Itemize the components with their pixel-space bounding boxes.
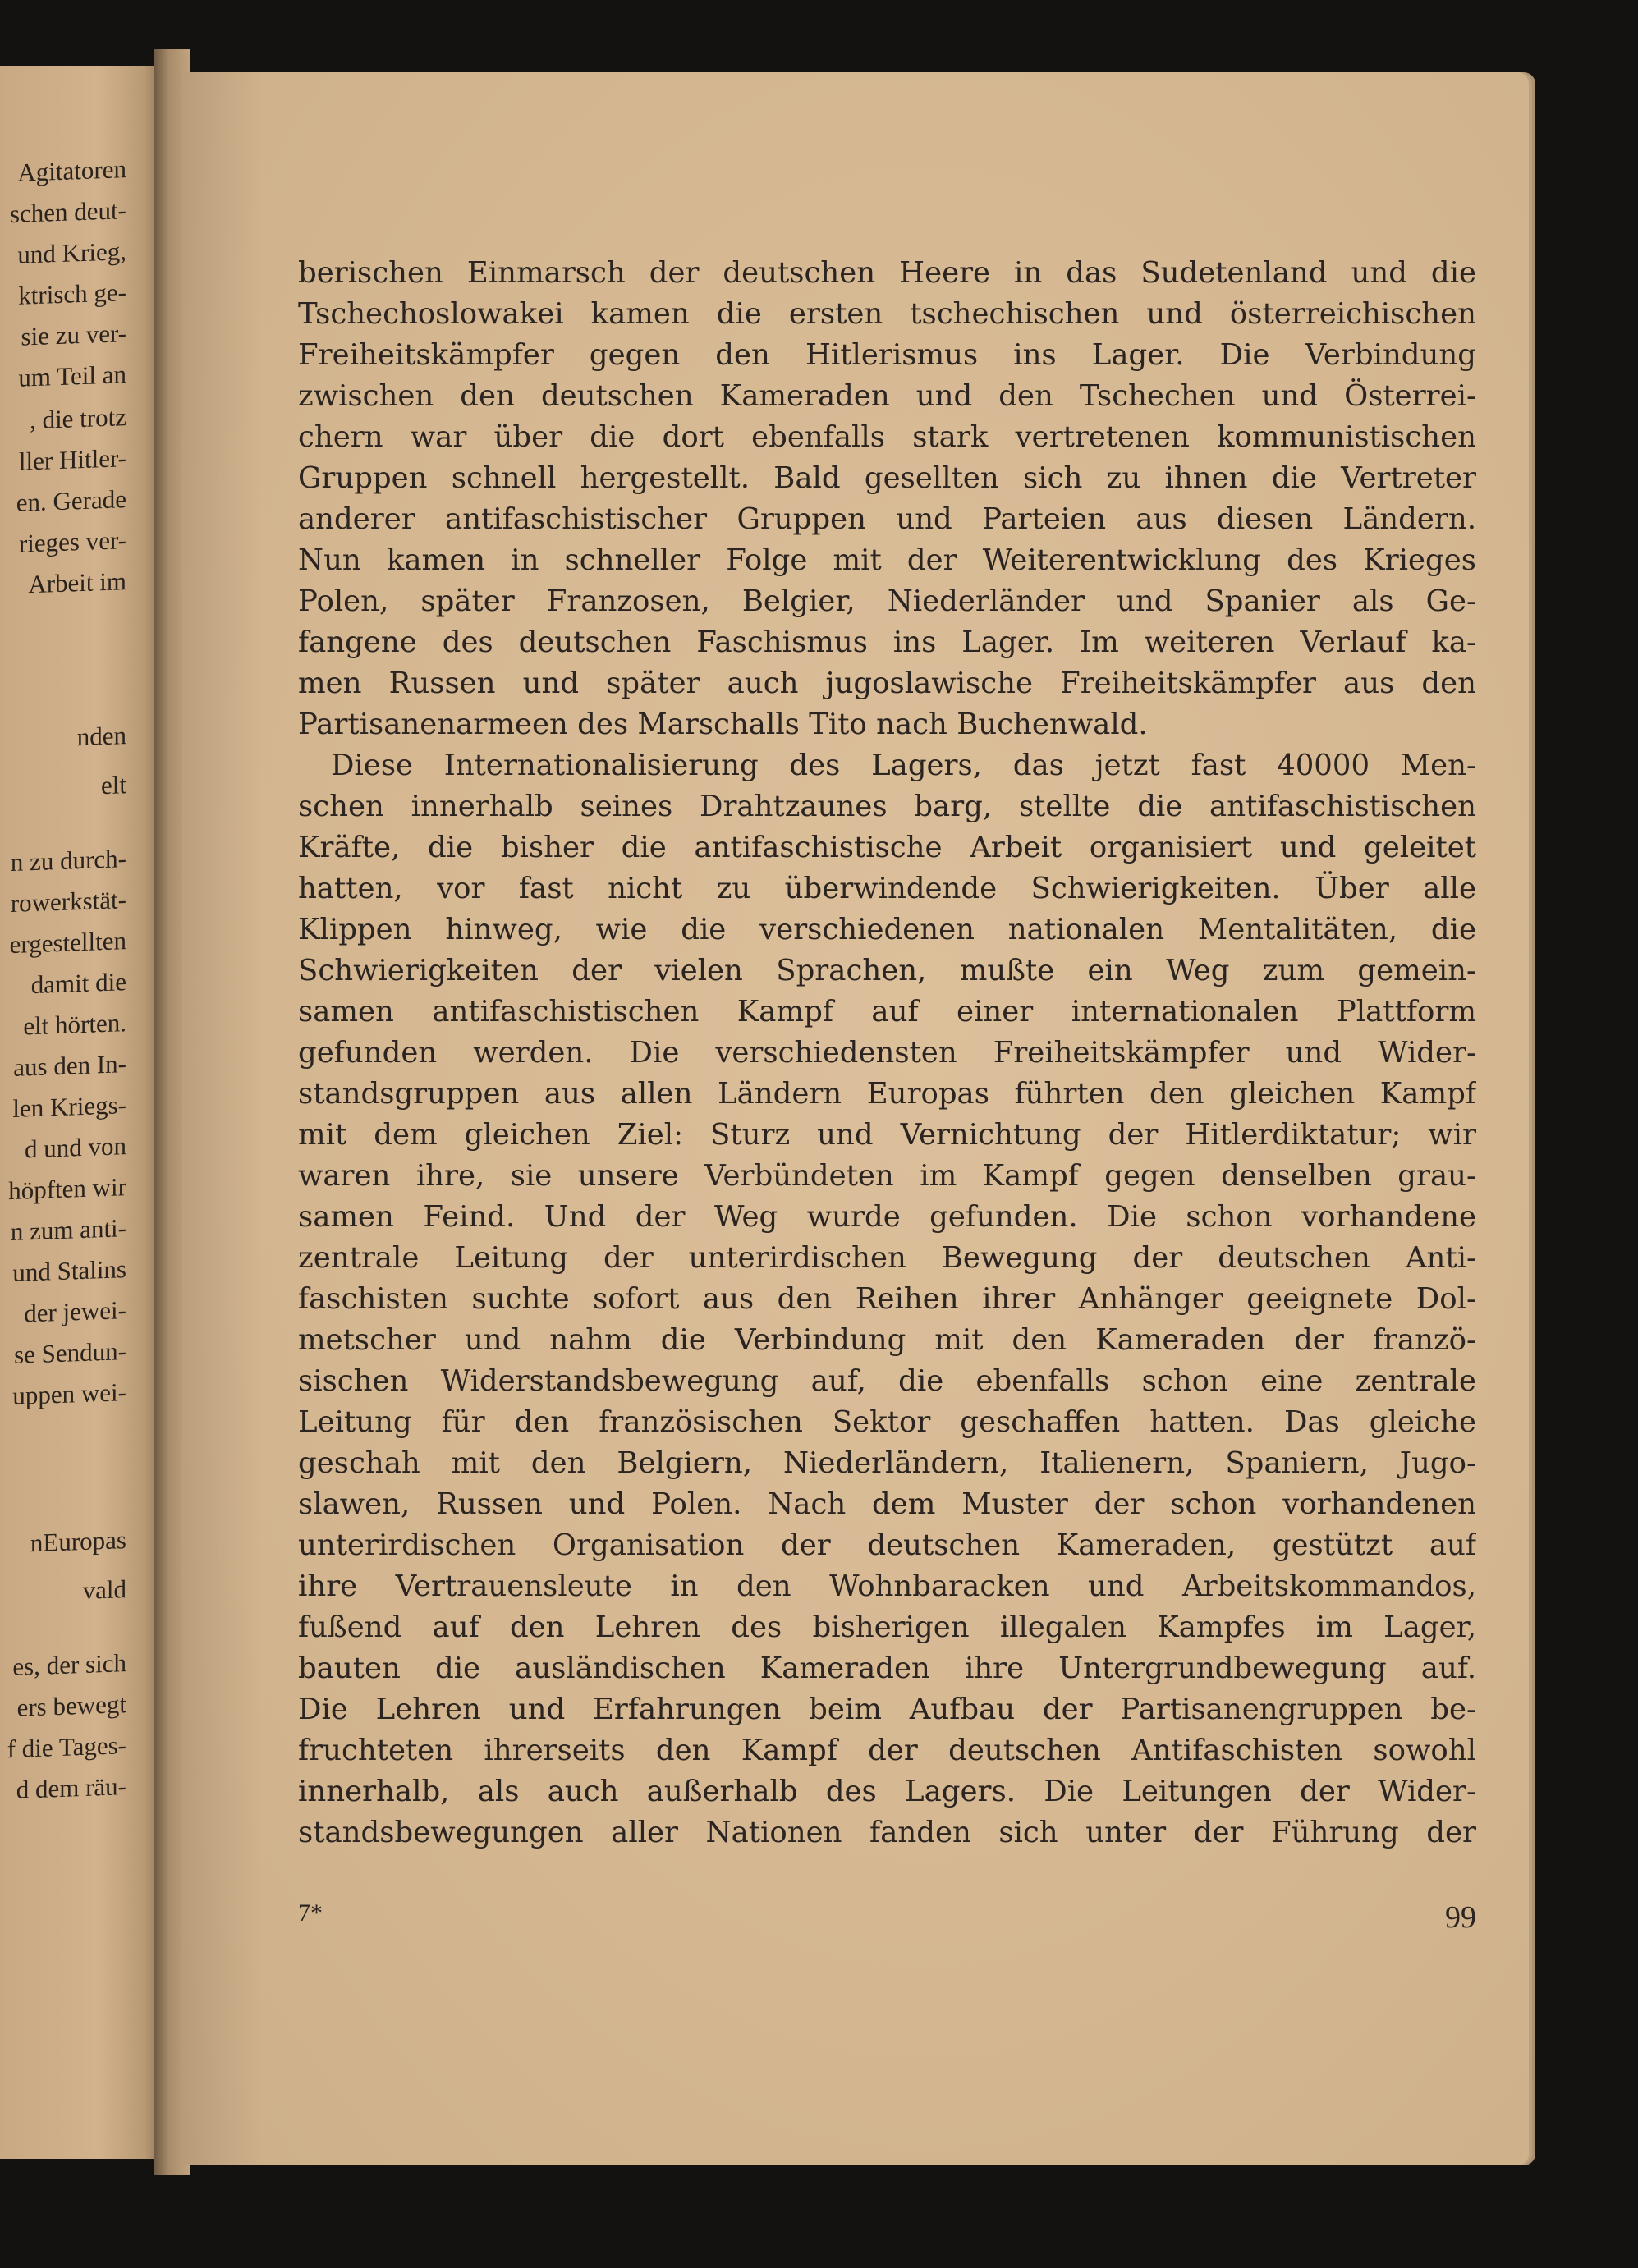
text-line: samen antifaschistischen Kampf auf einer internationalen Plattform (298, 995, 1476, 1029)
text-line: fußend auf den Lehren des bisherigen illegalen Kampfes im Lager, (298, 1611, 1476, 1644)
left-page-line: vald (82, 1574, 126, 1605)
page-footer (298, 1899, 1476, 1940)
signature-mark: 7* (298, 1899, 323, 1927)
text-line: innerhalb, als auch außerhalb des Lagers. Die Leitungen der Wider- (298, 1775, 1476, 1808)
left-page-line: rieges ver- (18, 525, 126, 558)
body-text (298, 253, 1476, 1853)
left-page-line: um Teil an (18, 360, 126, 392)
text-line: standsgruppen aus allen Ländern Europas führten den gleichen Kampf (298, 1077, 1476, 1111)
text-line: Gruppen schnell hergestellt. Bald gesellten sich zu ihnen die Vertreter (298, 461, 1476, 495)
left-page-line: f die Tages- (7, 1730, 126, 1764)
left-page-line: ers bewegt (16, 1689, 126, 1722)
text-line: Leitung für den französischen Sektor geschaffen hatten. Das gleiche (298, 1405, 1476, 1439)
left-page-line: sie zu ver- (21, 318, 126, 351)
text-line: zentrale Leitung der unterirdischen Bewegung der deutschen Anti- (298, 1241, 1476, 1275)
text-line: Nun kamen in schneller Folge mit der Weiterentwicklung des Krieges (298, 543, 1476, 577)
text-line: Kräfte, die bisher die antifaschistische Arbeit organisiert und geleitet (298, 831, 1476, 864)
left-page-line: elt hörten. (23, 1008, 126, 1041)
left-page-line: nden (76, 721, 126, 752)
left-page-line: se Sendun- (14, 1336, 126, 1369)
left-page-line: d und von (25, 1131, 126, 1164)
text-line: schen innerhalb seines Drahtzaunes barg, stellte die antifaschistischen (298, 790, 1476, 823)
page-number: 99 (1445, 1900, 1476, 1935)
left-page-line: en. Gerade (16, 484, 126, 517)
left-facing-page (0, 66, 164, 2159)
text-line: Klippen hinweg, wie die verschiedenen nationalen Mentalitäten, die (298, 913, 1476, 946)
text-line: faschisten suchte sofort aus den Reihen ihrer Anhänger geeignete Dol- (298, 1282, 1476, 1316)
left-page-line: es, der sich (12, 1648, 126, 1681)
left-page-line: len Kriegs- (12, 1090, 126, 1123)
text-line: Polen, später Franzosen, Belgier, Niederländer und Spanier als Ge- (298, 584, 1476, 618)
text-line: waren ihre, sie unsere Verbündeten im Kampf gegen denselben grau- (298, 1159, 1476, 1193)
left-page-line: uppen wei- (12, 1377, 126, 1410)
text-line: Die Lehren und Erfahrungen beim Aufbau der Partisanengruppen be- (298, 1693, 1476, 1726)
text-line: mit dem gleichen Ziel: Sturz und Vernichtung der Hitlerdiktatur; wir (298, 1118, 1476, 1152)
text-line: metscher und nahm die Verbindung mit den Kameraden der franzö- (298, 1323, 1476, 1357)
text-line: hatten, vor fast nicht zu überwindende Schwierigkeiten. Über alle (298, 872, 1476, 905)
left-page-line: n zu durch- (10, 844, 126, 877)
text-line: ihre Vertrauensleute in den Wohnbaracken und Arbeitskommandos, (298, 1569, 1476, 1603)
text-line: geschah mit den Belgiern, Niederländern, Italienern, Spaniern, Jugo- (298, 1446, 1476, 1480)
left-page-line: und Krieg, (17, 236, 126, 269)
text-line: chern war über die dort ebenfalls stark vertretenen kommunistischen (298, 420, 1476, 454)
text-line: unterirdischen Organisation der deutschen Kameraden, gestützt auf (298, 1528, 1476, 1562)
text-line: fangene des deutschen Faschismus ins Lager. Im weiteren Verlauf ka- (298, 625, 1476, 659)
left-page-line: d dem räu- (16, 1771, 126, 1804)
text-line: standsbewegungen aller Nationen fanden sich unter der Führung der (298, 1816, 1476, 1849)
left-page-line: ktrisch ge- (18, 277, 126, 310)
text-line: Freiheitskämpfer gegen den Hitlerismus ins Lager. Die Verbindung (298, 338, 1476, 372)
left-page-line: aus den In- (13, 1049, 126, 1082)
left-page-line: und Stalins (12, 1254, 126, 1287)
left-page-line: ller Hitler- (18, 443, 126, 476)
text-line: fruchteten ihrerseits den Kampf der deutschen Antifaschisten sowohl (298, 1734, 1476, 1767)
text-line: slawen, Russen und Polen. Nach dem Muster der schon vorhandenen (298, 1487, 1476, 1521)
text-line: Tschechoslowakei kamen die ersten tschechischen und österreichischen (298, 297, 1476, 331)
left-page-line: der jewei- (24, 1295, 126, 1328)
text-line: zwischen den deutschen Kameraden und den Tschechen und Österrei- (298, 379, 1476, 413)
left-page-line: elt (101, 770, 126, 800)
left-page-line: Agitatoren (17, 154, 126, 187)
text-line: samen Feind. Und der Weg wurde gefunden. Die schon vorhandene (298, 1200, 1476, 1234)
left-page-line: n zum anti- (10, 1213, 126, 1247)
right-page (182, 72, 1529, 2165)
left-page-line: schen deut- (9, 195, 126, 229)
text-line: Partisanenarmeen des Marschalls Tito nach Buchenwald. (298, 708, 1148, 741)
text-line: bauten die ausländischen Kameraden ihre Untergrundbewegung auf. (298, 1652, 1476, 1685)
text-line: Diese Internationalisierung des Lagers, das jetzt fast 40000 Men- (331, 749, 1476, 782)
left-page-line: nEuropas (30, 1525, 126, 1558)
text-line: berischen Einmarsch der deutschen Heere in das Sudetenland und die (298, 256, 1476, 290)
left-page-line: ergestellten (9, 926, 126, 960)
left-page-line: damit die (30, 967, 126, 1000)
text-line: gefunden werden. Die verschiedensten Freiheitskämpfer und Wider- (298, 1036, 1476, 1070)
text-line: sischen Widerstandsbewegung auf, die ebenfalls schon eine zentrale (298, 1364, 1476, 1398)
text-line: anderer antifaschistischer Gruppen und Parteien aus diesen Ländern. (298, 502, 1476, 536)
left-page-line: Arbeit im (28, 566, 126, 599)
left-page-line: höpften wir (8, 1172, 126, 1206)
left-page-line: , die trotz (30, 402, 126, 435)
text-line: Schwierigkeiten der vielen Sprachen, mußte ein Weg zum gemein- (298, 954, 1476, 987)
left-page-line: rowerkstät- (10, 885, 126, 919)
text-line: men Russen und später auch jugoslawische Freiheitskämpfer aus den (298, 667, 1476, 700)
